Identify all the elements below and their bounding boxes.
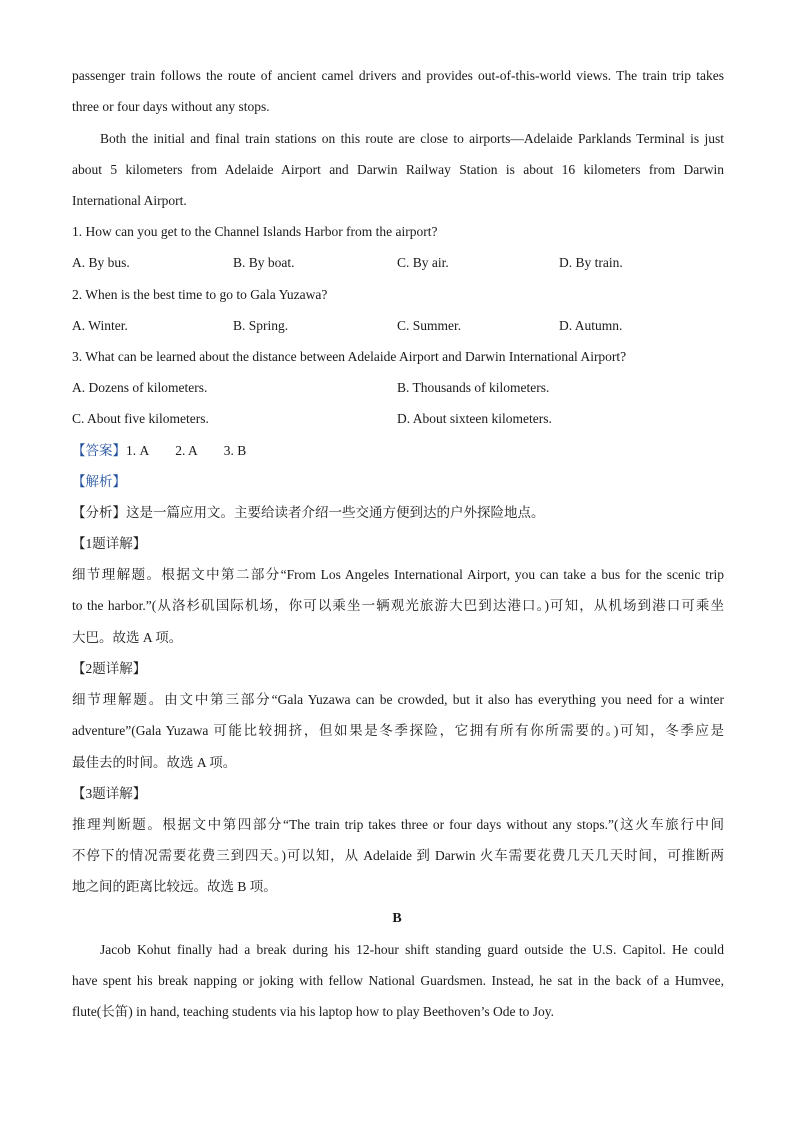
option-d: D. Autumn.: [559, 318, 623, 333]
passage-line: about 5 kilometers from Adelaide Airport and Darwin Railway Station is about 16 kilometers from Darwin: [72, 162, 724, 177]
q2-detail-line: 细节理解题。由文中第三部分“Gala Yuzawa can be crowded, but it also has everything you need for a winter: [72, 692, 724, 707]
q3-detail-line: 地之间的距离比较远。故选 B 项。: [72, 879, 277, 894]
option-a: A. Dozens of kilometers.: [72, 380, 208, 395]
q3-detail-line: 不停下的情况需要花费三到四天。)可以知，从 Adelaide 到 Darwin 火车需要花费几天几天时间，可推断两: [72, 848, 724, 863]
option-b: B. By boat.: [233, 255, 295, 270]
option-d: D. By train.: [559, 255, 623, 270]
q2-detail-line: 最佳去的时间。故选 A 项。: [72, 755, 237, 770]
option-c: C. About five kilometers.: [72, 411, 209, 426]
q3-detail-line: 推理判断题。根据文中第四部分“The train trip takes three or four days without any stops.”(这火车旅行中间: [72, 817, 724, 832]
passage-line: flute(长笛) in hand, teaching students via his laptop how to play Beethoven’s Ode to Joy.: [72, 1004, 555, 1019]
passage-line: have spent his break napping or joking with fellow National Guardsmen. Instead, he sat in the back of a Humvee,: [72, 973, 724, 988]
q2-detail-label: 【2题详解】: [72, 661, 147, 676]
q1-detail-line: 细节理解题。根据文中第二部分“From Los Angeles International Airport, you can take a bus for the scenic trip: [72, 567, 724, 582]
q2-detail-line: adventure”(Gala Yuzawa 可能比较拥挤，但如果是冬季探险，它拥有所有你所需要的。)可知，冬季应是: [72, 723, 724, 738]
answer-value: 3. B: [223, 443, 247, 458]
overview-row: [72, 504, 724, 522]
q3-detail-label: 【3题详解】: [72, 786, 147, 801]
question-stem: 2. When is the best time to go to Gala Yuzawa?: [72, 287, 328, 302]
option-b: B. Spring.: [233, 318, 289, 333]
option-c: C. By air.: [397, 255, 449, 270]
question-stem: 1. How can you get to the Channel Islands Harbor from the airport?: [72, 224, 438, 239]
overview-label: 【分析】: [72, 505, 126, 520]
question-stem: 3. What can be learned about the distance between Adelaide Airport and Darwin International Airport?: [72, 349, 627, 364]
passage-line: International Airport.: [72, 193, 187, 208]
answer-row: [72, 442, 724, 460]
option-a: A. By bus.: [72, 255, 130, 270]
option-b: B. Thousands of kilometers.: [397, 380, 550, 395]
answer-value: 1. A: [126, 443, 150, 458]
passage-line: Both the initial and final train stations on this route are close to airports—Adelaide Parklands Terminal is just: [100, 131, 724, 146]
answer-value: 2. A: [175, 443, 198, 458]
passage-line: Jacob Kohut finally had a break during his 12-hour shift standing guard outside the U.S. Capitol. He could: [100, 942, 724, 957]
q1-detail-line: 大巴。故选 A 项。: [72, 630, 183, 645]
section-heading: B: [392, 911, 402, 926]
passage-line: three or four days without any stops.: [72, 99, 270, 114]
q1-detail-label: 【1题详解】: [72, 536, 147, 551]
answer-label: 【答案】: [72, 443, 126, 458]
option-d: D. About sixteen kilometers.: [397, 411, 552, 426]
overview-text: 这是一篇应用文。主要给读者介绍一些交通方便到达的户外探险地点。: [126, 505, 545, 520]
analysis-label: 【解析】: [72, 474, 126, 489]
option-c: C. Summer.: [397, 318, 462, 333]
passage-line: passenger train follows the route of ancient camel drivers and provides out-of-this-world views. The train trip takes: [72, 68, 724, 83]
option-a: A. Winter.: [72, 318, 128, 333]
q1-detail-line: to the harbor.”(从洛杉矶国际机场，你可以乘坐一辆观光旅游大巴到达港口。)可知，从机场到港口可乘坐: [72, 598, 724, 613]
